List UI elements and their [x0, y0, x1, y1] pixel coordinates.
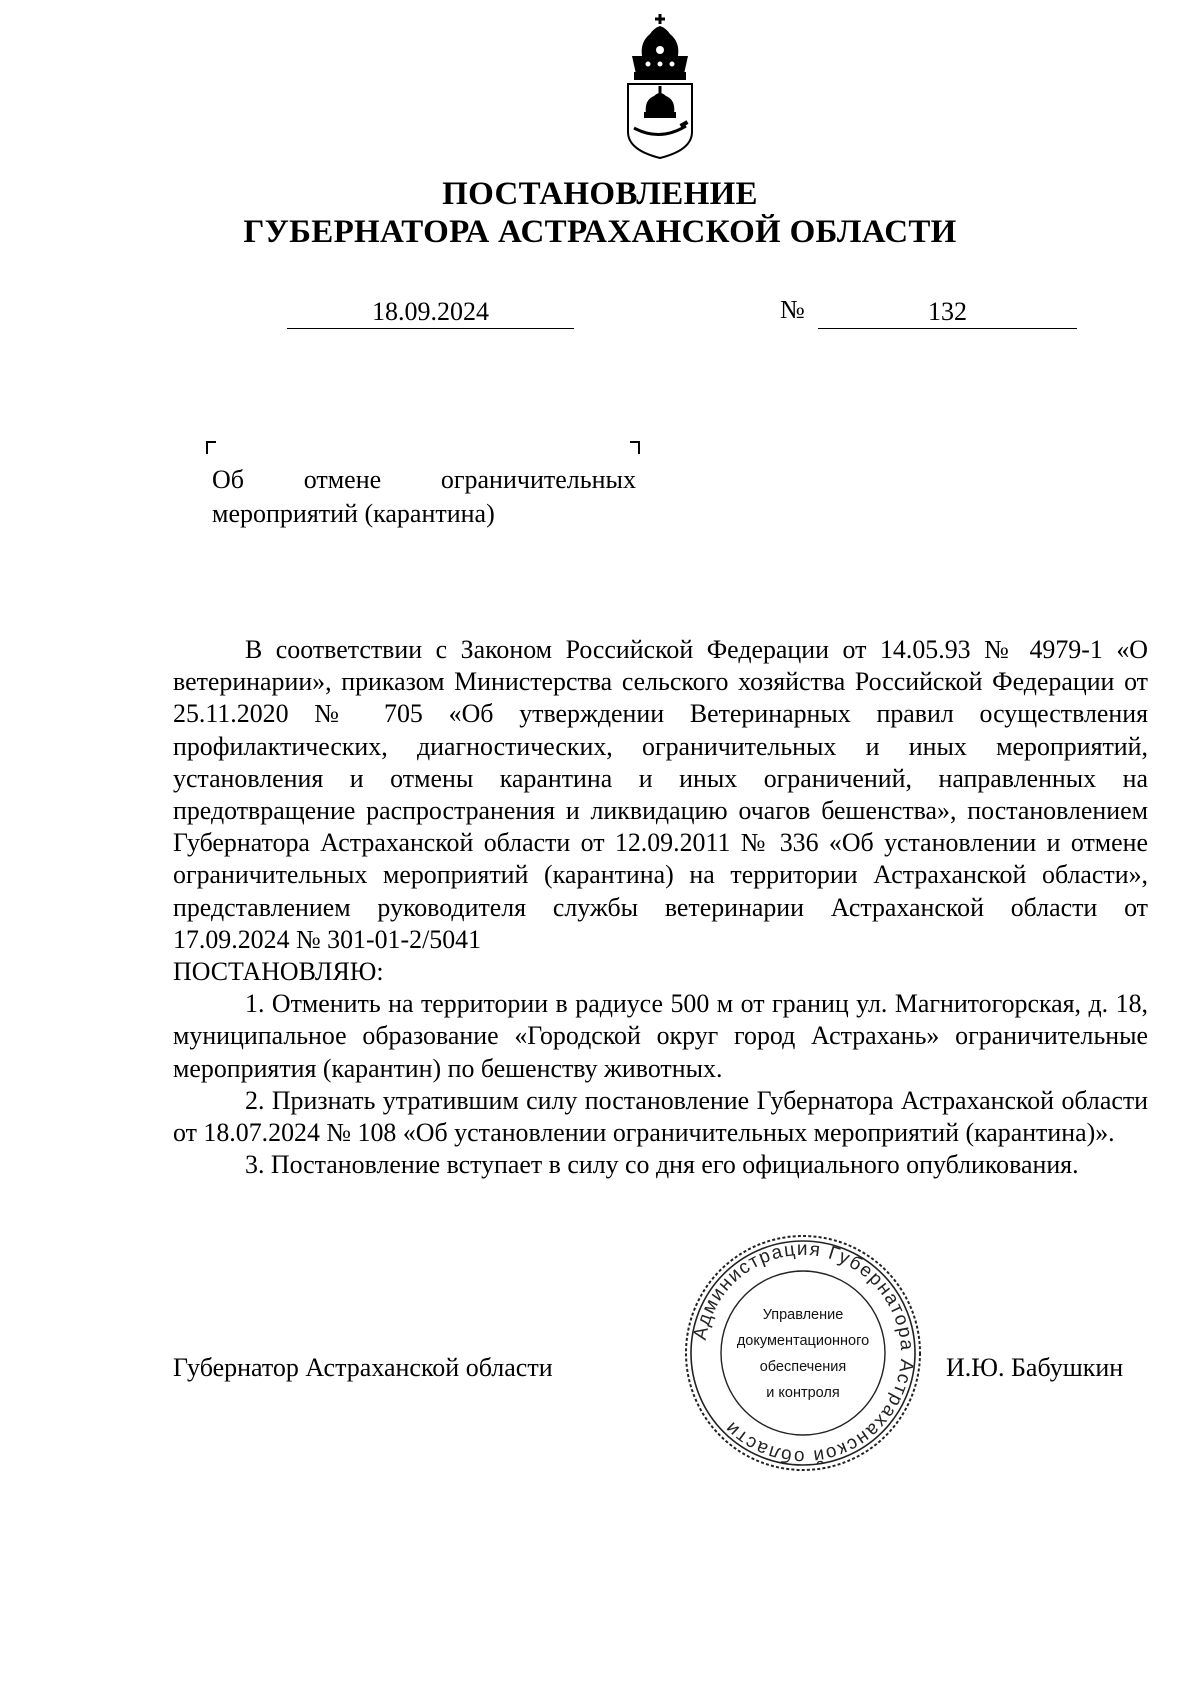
seal-inner-line-4: и контроля — [766, 1385, 840, 1401]
subject-line-2: мероприятий (карантина) — [212, 499, 495, 528]
signatory-name: И.Ю. Бабушкин — [946, 1353, 1124, 1382]
coat-of-arms-emblem — [620, 14, 700, 160]
seal-inner-line-1: Управление — [762, 1307, 844, 1323]
document-title-line-1: ПОСТАНОВЛЕНИЕ — [442, 176, 758, 212]
number-sign: № — [780, 295, 805, 324]
resolve-heading: ПОСТАНОВЛЯЮ: — [173, 957, 384, 987]
seal-ring-text: Администрация Губернатора Астраханской области — [689, 1238, 918, 1468]
subject-bracket-right — [630, 441, 640, 454]
subject-line-1: Об отмене ограничительных — [212, 465, 636, 494]
seal-inner-line-2: документационного — [736, 1333, 870, 1349]
document-date: 18.09.2024 — [287, 296, 574, 329]
seal-inner-line-3: обеспечения — [759, 1359, 847, 1375]
document-number: 132 — [818, 296, 1077, 329]
signatory-title: Губернатор Астраханской области — [173, 1353, 553, 1382]
document-title-line-2: ГУБЕРНАТОРА АСТРАХАНСКОЙ ОБЛАСТИ — [243, 214, 957, 250]
document-subject — [212, 463, 636, 531]
item-3-paragraph: 3. Постановление вступает в силу со дня его официального опубликования. — [245, 1150, 1079, 1180]
document-body — [173, 634, 1148, 1181]
item-2-paragraph: 2. Признать утратившим силу постановление Губернатора Астраханской области от 18.07.2024 № 108 «Об установлении ограничительных мероприятий (карантина)». — [173, 1085, 1148, 1148]
item-1-paragraph: 1. Отменить на территории в радиусе 500 м от границ ул. Магнитогорская, д. 18, муниципальное образование «Городской округ город Астрахань» ограничительные мероприятия (карантин) по бешенству животных. — [173, 989, 1148, 1083]
preamble-paragraph: В соответствии с Законом Российской Федерации от 14.05.93 № 4979-1 «О ветеринарии», приказом Министерства сельского хозяйства Российской Федерации от 25.11.2020 № 705 «Об утверждении Ветеринарных правил осуществления профилактических, диагностических, ограничительных и иных мероприятий, установления и отмены карантина и иных ограничений, направленных на предотвращение распространения и ликвидацию очагов бешенства», постановлением Губернатора Астраханской области от 12.09.2011 № 336 «Об установлении и отмене ограничительных мероприятий (карантина) на территории Астраханской области», представлением руководителя службы ветеринарии Астраханской области от 17.09.2024 № 301-01-2/5041 — [173, 635, 1148, 954]
seal-inner-text — [733, 1302, 873, 1406]
subject-bracket-left — [206, 441, 216, 454]
